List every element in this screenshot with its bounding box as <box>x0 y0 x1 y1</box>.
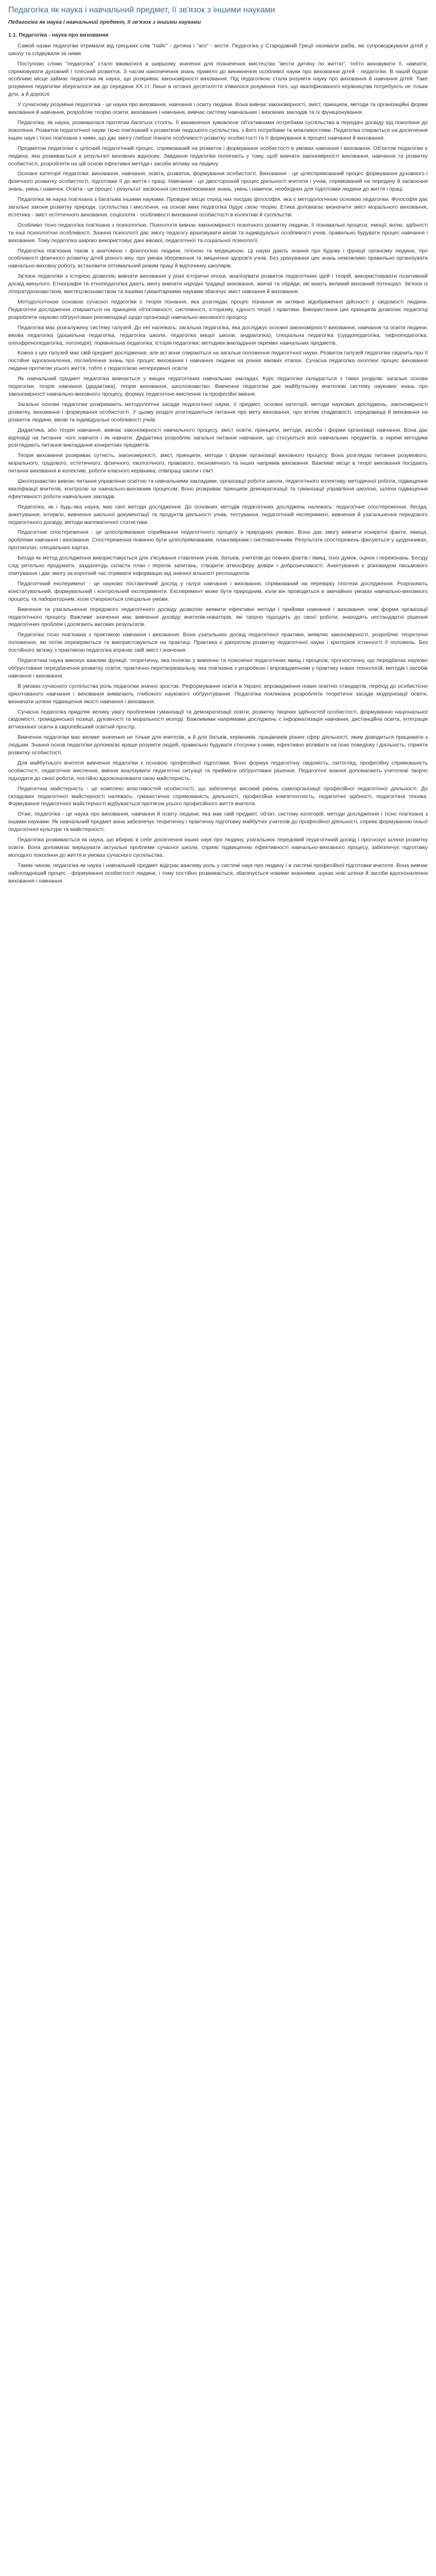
paragraph: Предметом педагогіки є цілісний педагогічний процес, спрямований на розвиток і формування особистості в умовах навчання і виховання. Об'єктом педагогіки є людина, яка розвивається в результаті виховних відносин. Завдання педагогіки полягають у тому, щоб вивчати закономірності виховання, навчання та розвитку особистості, розробляти на цій основі ефективні методи і засоби впливу на людину. <box>8 145 428 167</box>
paragraph: Самой назви педагогіки отримали від грецьких слів "пайс" - дитина і "аго" - вести. Педагогіка у Стародавній Греції називали рабів, які супроводжували дітей у школу та слідкували за ними. <box>8 42 428 57</box>
paragraph: Основні категорії педагогіки: виховання, навчання, освіта, розвиток, формування особистості. Виховання - це цілеспрямований процес формування духовного і фізичного розвитку особистості, підготовки її до життя і праці. Навчання - це двосторонній процес діяльності вчителя і учнів, спрямований на передачу й засвоєння знань, умінь і навичок. Освіта - це процес і результат засвоєння систематизованих знань, умінь і навичок, необхідних для підготовки людини до життя і праці. <box>8 171 428 193</box>
paragraph: Педагогічна майстерність - це комплекс властивостей особистості, що забезпечує високий рівень самоорганізації професійної педагогічної діяльності. До складових педагогічної майстерності належать: гуманістична спрямованість діяльності, професійна компетентність, педагогічні здібності, педагогічна техніка. Формування педагогічної майстерності відбувається протягом усього професійного життя вчителя. <box>8 785 428 807</box>
paragraph: Педагогіка, як і будь-яка наука, має свої методи дослідження. До основних методів педагогічних досліджень належать: педагогічне спостереження, бесіда, анкетування, інтерв'ю, вивчення шкільної документації та продуктів діяльності учнів, тестування, педагогічний експеримент, вивчення й узагальнення передового педагогічного досвіду, методи математичної статистики. <box>8 503 428 526</box>
paragraph: Педагогічне спостереження - це цілеспрямоване сприймання педагогічного процесу в природних умовах. Воно дає змогу вивчити конкретні факти, явища, проблеми навчання і виховання. Спостереження повинно бути цілеспрямованим, планомірним і систематичним. Результати спостережень фіксуються у щоденниках, протоколах, спеціальних картах. <box>8 529 428 551</box>
paragraph: Теорія виховання розкриває сутність, закономірності, зміст, принципи, методи і форми організації виховного процесу. Вона розглядає питання розумового, морального, трудового, естетичного, фізичного, екологічного, правового, економічного та інших напрямів виховання. Важливе місце в теорії виховання посідають питання виховання в колективі, роботи класного керівника, співпраці школи і сім'ї. <box>8 452 428 474</box>
paragraph: Педагогіка тісно пов'язана з практикою навчання і виховання. Вона узагальнює досвід педагогічної практики, виявляє закономірності, розробляє теоретичні положення, які потім перевіряються та використовуються на практиці. Практика є джерелом розвитку педагогічної науки і критерієм істинності її положень. Без постійного зв'язку з практикою педагогіка втрачає свій зміст і значення. <box>8 632 428 654</box>
paragraph: Школознавство вивчає питання управління освітою та навчальними закладами, організації роботи школи, педагогічного колективу, методичної роботи, підвищення кваліфікації вчителів, контролю за навчально-виховним процесом. Воно розкриває принципи демократизації та гуманізації управління школою, шляхи підвищення ефективності роботи навчальних закладів. <box>8 478 428 500</box>
paragraph: В умовах сучасного суспільства роль педагогіки значно зростає. Реформування освіти в Україні, впровадження нових освітніх стандартів, перехід до особистісно орієнтованого навчання і виховання вимагають глибокого наукового обґрунтування. Педагогіка покликана розробляти теоретичні засади модернізації освіти, визначати шляхи підвищення якості навчання і виховання. <box>8 683 428 705</box>
page-title: Педагогіка як наука і навчальний предмет, її зв'язок з іншими науками <box>8 6 275 14</box>
paragraph: Вивчення педагогіки має велике значення не тільки для вчителів, а й для батьків, керівників, працівників різних сфер діяльності, яким доводиться працювати з людьми. Знання основ педагогіки допомагає краще розуміти людей, правильно будувати стосунки з ними, ефективно впливати на їхню поведінку і діяльність, сприяти розвитку особистості. <box>8 734 428 756</box>
paragraph: Таким чином, педагогіка як наука і навчальний предмет відіграє важливу роль у системі наук про людину і в системі професійної підготовки вчителя. Вона вивчає найскладніший процес - формування особистості людини, і тому постійно розвивається, збагачується новими знаннями, шукає нові шляхи й засоби вдосконалення виховання і навчання. <box>8 862 428 884</box>
section-heading: 1.1. Педагогіка - наука про виховання <box>8 31 109 38</box>
paragraph: Сучасна педагогіка приділяє велику увагу проблемам гуманізації та демократизації освіти, розвитку творчих здібностей особистості, формуванню національної свідомості, громадянської позиції, духовності та моральності молоді. Важливими напрямами досліджень є інформатизація навчання, дистанційна освіта, інтеграція вітчизняної освіти в європейський освітній простір. <box>8 708 428 731</box>
article-page <box>4 0 432 898</box>
paragraph: Педагогічна наука виконує важливі функції: теоретичну, яка полягає у вивченні та поясненні педагогічних явищ і процесів; прогностичну, що передбачає науково обґрунтоване передбачення розвитку освіти; практично-перетворювальну, яка пов'язана з розробкою і впровадженням у практику нових технологій, методів і засобів навчання і виховання. <box>8 657 428 679</box>
paragraph: Дидактика, або теорія навчання, вивчає закономірності навчального процесу, зміст освіти, принципи, методи, засоби і форми організації навчання. Вона дає відповіді на питання: чого навчати і як навчати. Дидактика розробляє загальні питання навчання, що стосуються всіх навчальних предметів, а окремі методики розглядають питання викладання конкретних предметів. <box>8 427 428 449</box>
paragraph: Особливо тісно педагогіка пов'язана з психологією. Психологія вивчає закономірності психічного розвитку людини, її пізнавальні процеси, емоції, волю, здібності та інші психологічні особливості. Знання психології дає змогу педагогу враховувати вікові та індивідуальні особливості учнів, правильно будувати процес навчання і виховання. Тому педагогіка широко використовує дані вікової, педагогічної та соціальної психології. <box>8 222 428 244</box>
paragraph: Вивчення та узагальнення передового педагогічного досвіду дозволяє виявити ефективні методи і прийоми навчання і виховання, нові форми організації педагогічного процесу. Важливе значення має вивчення досвіду вчителів-новаторів, які творчо підходять до своєї роботи, знаходять нестандартні рішення педагогічних проблем і досягають високих результатів. <box>8 606 428 628</box>
article-body <box>8 42 428 885</box>
paragraph: Кожна з цих галузей має свій предмет дослідження, але всі вони спираються на загальні положення педагогічної науки. Розвиток галузей педагогіки свідчить про її постійне вдосконалення, поглиблення знань про процес виховання і навчання людини на різних вікових етапах. Сучасна педагогіка охоплює процес виховання людини протягом усього життя, тобто є педагогікою неперервної освіти. <box>8 350 428 372</box>
paragraph: Педагогіка, як наука, розвивалася протягом багатьох століть. Її виникнення зумовлене об'єктивними потребами суспільства в передачі досвіду від покоління до покоління. Розвиток педагогічної науки тісно пов'язаний з розвитком людського суспільства, з його потребами та можливостями. Педагогіка спирається на досягнення інших наук і тісно пов'язана з ними, що дає змогу глибше пізнати особливості розвитку особистості та її формування в процесі навчання й виховання. <box>8 119 428 141</box>
paragraph: Отже, педагогіка - це наука про виховання, навчання й освіту людини, яка має свій предмет, об'єкт, систему категорій, методи дослідження і тісно пов'язана з іншими науками. Як навчальний предмет вона забезпечує теоретичну і практичну підготовку майбутніх учителів до професійної діяльності, сприяє формуванню їхньої педагогічної культури та майстерності. <box>8 811 428 833</box>
paragraph: Бесіда як метод дослідження використовується для з'ясування ставлення учнів, батьків, учителів до певних фактів і явищ, їхніх думок, оцінок і переконань. Бесіду слід ретельно продумати, заздалегідь скласти план і перелік запитань, створити атмосферу довіри і доброзичливості. Анкетування є різновидом письмового опитування і дає змогу за короткий час отримати інформацію від значної кількості респондентів. <box>8 555 428 577</box>
paragraph: Як навчальний предмет педагогіка вивчається у вищих педагогічних навчальних закладах. Курс педагогіки складається з таких розділів: загальні основи педагогіки, теорія навчання (дидактика), теорія виховання, школознавство. Вивчення педагогіки дає майбутньому вчителеві систему наукових знань про закономірності навчально-виховного процесу, формує педагогічне мислення та професійні вміння. <box>8 376 428 397</box>
paragraph: У сучасному розумінні педагогіка - це наука про виховання, навчання і освіту людини. Вона вивчає закономірності, зміст, принципи, методи та організаційні форми виховання й навчання, розробляє теорію освіти, виховання і навчання, вивчає систему навчальних і виховних закладів та їх функціонування. <box>8 101 428 116</box>
paragraph: Поступово слово "педагогіка" стало вживатися в ширшому значенні для позначення мистецтва "вести дитину по життю", тобто виховувати її, навчати, спрямовувати духовний і тілесний розвиток. З часом накопичення знань привело до виникнення особливої науки про виховання дітей - педагогіки. В нашій будові особливе місце займає педагогіка як наука, що розкриває закономірності виховання. Під педагогікою стали розуміти науку про виховання й навчання дітей. Таке розуміння педагогіки зберігалося аж до середини XX ст. Лише в останні десятиліття з'явилося розуміння того, що кваліфікованого керівництва потребують не тільки діти, а й дорослі. <box>8 60 428 98</box>
paragraph: Педагогіка має розгалужену систему галузей. До неї належать: загальна педагогіка, яка досліджує основні закономірності виховання, навчання та освіти людини; вікова педагогіка (дошкільна педагогіка, педагогіка школи, педагогіка вищої школи, андрагогіка); спеціальна педагогіка (сурдопедагогіка, тифлопедагогіка, олігофренопедагогіка, логопедія); порівняльна педагогіка; історія педагогіки; методики викладання окремих навчальних предметів. <box>8 324 428 346</box>
paragraph: Педагогіка розвивається як наука, що вбирає в себе досягнення інших наук про людину, узагальнює передовий педагогічний досвід і прогнозує шляхи розвитку освіти. Вона допомагає вирішувати актуальні проблеми сучасної школи, сприяє підвищенню ефективності навчально-виховного процесу, забезпечує підготовку молодого покоління до життя в умовах сучасного суспільства. <box>8 837 428 858</box>
paragraph: Методологічною основою сучасної педагогіки є теорія пізнання, яка розглядає процес пізнання як активне відображення дійсності у свідомості людини. Педагогічні дослідження спираються на принципи об'єктивності, системності, історизму, єдності теорії і практики. Використання цих принципів дозволяє педагогіці розробляти науково обґрунтовані рекомендації щодо організації навчально-виховного процесу. <box>8 299 428 320</box>
article-subtitle: Педагогіка як наука і навчальний предмет, її зв'язок з іншими науками <box>8 19 201 25</box>
paragraph: Для майбутнього вчителя вивчення педагогіки є основою професійної підготовки. Воно формує педагогічну свідомість, світогляд, професійну спрямованість особистості, педагогічне мислення, вміння аналізувати педагогічні ситуації та приймати обґрунтовані рішення. Педагогічні знання допомагають учителеві творчо підходити до своєї роботи, постійно вдосконалювати свою майстерність. <box>8 759 428 782</box>
paragraph: Педагогіка пов'язана також з анатомією і фізіологією людини, гігієною та медициною. Ці науки дають знання про будову і функції організму людини, про особливості фізичного розвитку дітей різного віку, про умови збереження та зміцнення здоров'я учнів. Без урахування цих знань неможливо правильно організувати навчально-виховну роботу, встановити оптимальний режим праці й відпочинку школярів. <box>8 247 428 269</box>
paragraph: Педагогічний експеримент - це науково поставлений дослід у галузі навчання і виховання, спрямований на перевірку гіпотези дослідження. Розрізняють констатувальний, формувальний і контрольний експерименти. Експеримент може бути природним, коли він проводиться в звичайних умовах навчально-виховного процесу, та лабораторним, коли створюються спеціальні умови. <box>8 580 428 602</box>
paragraph: Педагогіка як наука пов'язана з багатьма іншими науками. Провідне місце серед них посідає філософія, яка є методологічною основою педагогіки. Філософія дає загальні закони розвитку природи, суспільства і мислення, на основі яких педагогіка будує свою теорію. Етика допомагає визначити зміст морального виховання, естетика - зміст естетичного виховання, соціологія - особливості виховання особистості в колективі й суспільстві. <box>8 196 428 218</box>
paragraph: Загальні основи педагогіки розкривають методологічні засади педагогічної науки, її предмет, основні категорії, методи наукових досліджень, закономірності розвитку, виховання і формування особистості. У цьому розділі розглядаються питання про мету виховання, про вплив спадковості, середовища й виховання на розвиток людини, вікові та індивідуальні особливості учнів. <box>8 401 428 423</box>
paragraph: Зв'язок педагогіки з історією дозволяє вивчати виховання у різні історичні епохи, аналізувати розвиток педагогічних ідей і теорій, використовувати позитивний досвід минулого. Етнографія та етнопедагогіка дають змогу вивчати народні традиції виховання, звичаї та обряди, які мають великий виховний потенціал. Зв'язок із літературознавством, мистецтвознавством та іншими гуманітарними науками збагачує зміст навчання й виховання. <box>8 273 428 295</box>
